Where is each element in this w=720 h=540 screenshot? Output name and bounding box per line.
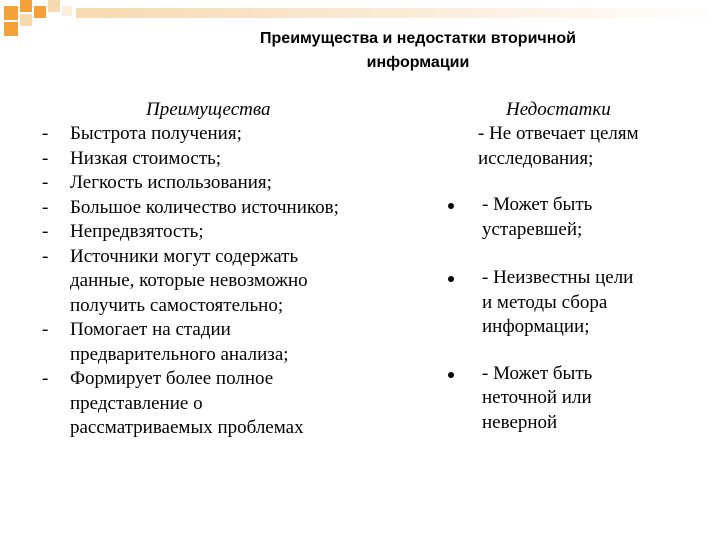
decorative-square xyxy=(4,22,18,36)
dash-marker: - xyxy=(42,221,49,242)
advantage-line: Помогает на стадии xyxy=(70,319,231,340)
slide-title-line-2: информации xyxy=(366,54,470,71)
dash-marker: - xyxy=(42,196,49,218)
slide-title xyxy=(218,27,618,75)
dash-marker: - xyxy=(42,319,49,340)
disadvantage-line: и методы сбора xyxy=(482,291,608,313)
disadvantage-item xyxy=(442,122,702,171)
advantage-line: Большое количество источников; xyxy=(70,196,339,218)
disadvantage-line: - Может быть xyxy=(482,362,593,384)
advantages-list xyxy=(40,122,410,441)
advantage-item xyxy=(40,122,410,147)
bullet-icon xyxy=(448,276,454,282)
advantage-line: предварительного анализа; xyxy=(70,343,289,365)
bullet-icon xyxy=(448,203,454,209)
advantage-item xyxy=(40,220,410,245)
disadvantage-line: неточной или xyxy=(482,387,592,408)
disadvantage-line: устаревшей; xyxy=(482,218,583,240)
decorative-bar xyxy=(76,8,716,18)
disadvantage-line: исследования; xyxy=(478,147,594,169)
disadvantage-line: - Может быть xyxy=(482,194,593,215)
disadvantage-item xyxy=(442,266,702,340)
advantage-line: Легкость использования; xyxy=(70,172,272,193)
decorative-square xyxy=(48,0,60,12)
disadvantage-line: - Не отвечает целям xyxy=(478,123,639,144)
advantage-item xyxy=(40,245,410,319)
disadvantage-line: - Неизвестны цели xyxy=(482,267,634,288)
decorative-square xyxy=(4,6,18,20)
advantage-line: Низкая стоимость; xyxy=(70,147,222,169)
advantage-line: данные, которые невозможно xyxy=(70,270,308,291)
dash-marker: - xyxy=(42,172,49,193)
advantages-column xyxy=(40,98,410,441)
dash-marker: - xyxy=(42,368,49,389)
dash-marker: - xyxy=(42,147,49,169)
advantage-line: Непредвзятость; xyxy=(70,221,204,242)
disadvantage-item xyxy=(442,193,702,242)
decorative-square xyxy=(62,6,72,16)
advantages-heading: Преимущества xyxy=(146,99,271,120)
decorative-square xyxy=(34,6,46,18)
advantage-item xyxy=(40,171,410,196)
disadvantage-item xyxy=(442,362,702,436)
decorative-square xyxy=(20,14,32,26)
dash-marker: - xyxy=(42,123,49,144)
advantage-line: Формирует более полное xyxy=(70,368,274,389)
advantage-line: представление о xyxy=(70,392,203,414)
advantage-item xyxy=(40,196,410,221)
disadvantage-line: информации; xyxy=(482,316,590,337)
slide-title-line-1: Преимущества и недостатки вторичной xyxy=(260,30,576,47)
disadvantages-heading: Недостатки xyxy=(506,99,611,120)
disadvantages-column xyxy=(442,98,702,435)
advantage-line: Источники могут содержать xyxy=(70,245,299,267)
advantage-item xyxy=(40,147,410,172)
advantage-item xyxy=(40,318,410,367)
advantage-line: рассматриваемых проблемах xyxy=(70,417,304,438)
advantage-item xyxy=(40,367,410,441)
dash-marker: - xyxy=(42,245,49,267)
advantage-line: Быстрота получения; xyxy=(70,123,242,144)
disadvantage-line: неверной xyxy=(482,411,558,433)
disadvantages-list xyxy=(442,122,702,435)
decorative-square xyxy=(20,0,32,12)
advantage-line: получить самостоятельно; xyxy=(70,294,284,316)
bullet-icon xyxy=(448,372,454,378)
